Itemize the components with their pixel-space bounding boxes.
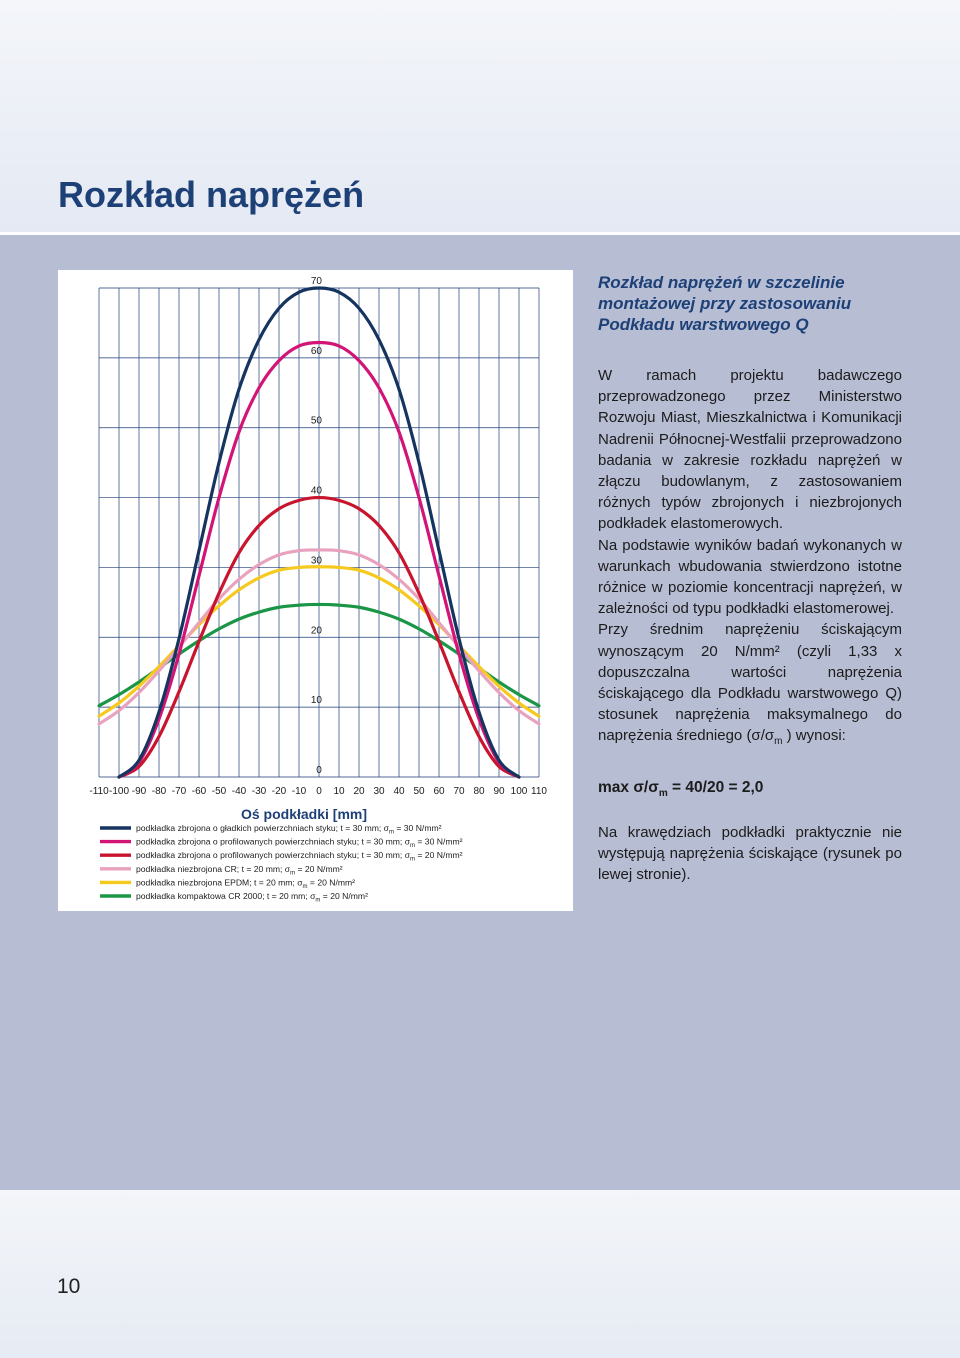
paragraph-3-text: Przy średnim naprężeniu ściskającym wynoszącym 20 N/mm² (czyli 1,33 x dopuszczalna wartości naprężenia ściskającego dla Podkładu warstwowego Q) stosunek naprężenia maksymalnego do naprężenia średniego (σ/σ bbox=[598, 621, 902, 745]
formula-end: = 40/20 = 2,0 bbox=[667, 778, 764, 796]
x-tick-label: -60 bbox=[191, 786, 207, 797]
x-tick-label: -80 bbox=[151, 786, 167, 797]
y-tick-label: 20 bbox=[310, 625, 322, 637]
legend-entry: podkładka niezbrojona EPDM; t = 20 mm; $\sigma_m = 20$ N/mm² bbox=[136, 877, 356, 890]
section-heading: Rozkład naprężeń w szczelinie montażowej przy zastosowaniu Podkładu warstwowego Q bbox=[598, 273, 852, 334]
stress-distribution-chart bbox=[58, 270, 573, 911]
y-tick-label: 40 bbox=[310, 485, 322, 497]
y-tick-label: 50 bbox=[310, 415, 322, 427]
legend-entry: podkładka niezbrojona CR; t = 20 mm; $\sigma_m = 20$ N/mm² bbox=[136, 863, 343, 877]
x-tick-label: -110 bbox=[89, 786, 109, 797]
x-tick-label: 0 bbox=[316, 786, 322, 797]
formula-sub: m bbox=[658, 787, 668, 799]
ratio-formula bbox=[598, 779, 902, 799]
x-tick-label: 90 bbox=[493, 786, 505, 797]
x-axis-title: Oś podkładki [mm] bbox=[240, 806, 368, 822]
x-tick-label: -30 bbox=[251, 786, 267, 797]
x-tick-label: 70 bbox=[453, 786, 465, 797]
legend-entry: podkładka zbrojona o profilowanych powierzchniach styku; t = 30 mm; $\sigma_m = 20$ N/mm² bbox=[136, 850, 463, 863]
legend-entry: podkładka zbrojona o profilowanych powierzchniach styku; t = 30 mm; $\sigma_m = 30$ N/mm² bbox=[136, 836, 463, 850]
y-tick-label: 0 bbox=[316, 765, 322, 776]
chart-panel bbox=[58, 270, 573, 911]
x-tick-label: -100 bbox=[108, 786, 130, 797]
description-column bbox=[598, 272, 902, 885]
y-tick-label: 30 bbox=[310, 555, 322, 567]
legend-entry: podkładka zbrojona o gładkich powierzchniach styku; t = 30 mm; $\sigma_m = 30$ N/mm² bbox=[136, 823, 442, 836]
paragraph-3 bbox=[598, 619, 902, 752]
legend-entry: podkładka kompaktowa CR 2000; t = 20 mm; $\sigma_m = 20$ N/mm² bbox=[136, 891, 368, 904]
x-tick-label: 80 bbox=[473, 786, 485, 797]
x-tick-label: 110 bbox=[531, 786, 547, 797]
footer-band bbox=[0, 1190, 960, 1358]
y-tick-label: 70 bbox=[310, 276, 322, 287]
x-tick-label: -50 bbox=[211, 786, 227, 797]
x-tick-label: 60 bbox=[433, 786, 445, 797]
formula-text: max σ/σ bbox=[598, 778, 659, 796]
x-tick-label: 100 bbox=[510, 786, 528, 797]
x-tick-label: -10 bbox=[291, 786, 307, 797]
paragraph-2: Na podstawie wyników badań wykonanych w warunkach wbudowania stwierdzono istotne różnice w poziomie koncentracji naprężeń, w zależności od typu podkładki elastomerowej. bbox=[598, 536, 902, 618]
x-tick-label: -90 bbox=[131, 786, 147, 797]
x-tick-label: -40 bbox=[231, 786, 247, 797]
edge-note: Na krawędziach podkładki praktycznie nie występują naprężenia ściskające (rysunek po lewej stronie). bbox=[598, 823, 902, 884]
x-tick-label: -70 bbox=[171, 786, 187, 797]
x-tick-label: 50 bbox=[413, 786, 425, 797]
paragraph-1: W ramach projektu badawczego przeprowadzonego przez Ministerstwo Rozwoju Miast, Mieszkalnictwa i Komunikacji Nadrenii Północnej-Westfalii przeprowadzono badania w zakresie rozkładu naprężeń w złączu budowlanym, z zastosowaniem różnych typów zbrojonych i niezbrojonych podkładek elastomerowych. bbox=[598, 367, 902, 533]
paragraph-3-end: ) wynosi: bbox=[782, 727, 846, 745]
y-tick-label: 10 bbox=[310, 695, 322, 707]
x-tick-label: -20 bbox=[271, 786, 287, 797]
x-tick-label: 10 bbox=[333, 786, 345, 797]
page-title: Rozkład naprężeń bbox=[58, 174, 365, 215]
body-text bbox=[598, 365, 902, 753]
x-tick-label: 20 bbox=[353, 786, 365, 797]
x-tick-label: 30 bbox=[373, 786, 385, 797]
y-tick-label: 60 bbox=[310, 345, 322, 357]
page-number: 10 bbox=[57, 1275, 81, 1298]
x-tick-label: 40 bbox=[393, 786, 405, 797]
paragraph-3-sub: m bbox=[774, 736, 783, 748]
